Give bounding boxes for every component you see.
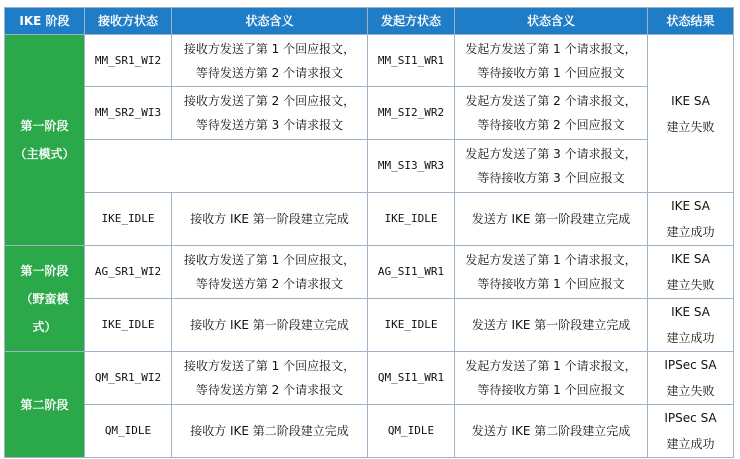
initiator-meaning-cell: 发起方发送了第 3 个请求报文， 等待接收方第 3 个回应报文 <box>455 140 648 193</box>
header-state-result: 状态结果 <box>648 8 734 35</box>
ike-state-table <box>4 7 734 458</box>
initiator-state-cell: IKE_IDLE <box>368 299 455 352</box>
receiver-state-cell: MM_SR1_WI2 <box>85 35 172 87</box>
table-row <box>5 405 734 458</box>
initiator-meaning-cell: 发送方 IKE 第二阶段建立完成 <box>455 405 648 458</box>
receiver-meaning-cell: 接收方 IKE 第一阶段建立完成 <box>172 193 368 246</box>
header-initiator-state: 发起方状态 <box>368 8 455 35</box>
stage-cell-main-mode: 第一阶段 （主模式） <box>5 35 85 246</box>
table-row <box>5 193 734 246</box>
initiator-state-cell: IKE_IDLE <box>368 193 455 246</box>
initiator-meaning-cell: 发起方发送了第 1 个请求报文， 等待接收方第 1 个回应报文 <box>455 35 648 87</box>
table-row <box>5 35 734 87</box>
header-ike-stage: IKE 阶段 <box>5 8 85 35</box>
header-initiator-meaning: 状态含义 <box>455 8 648 35</box>
initiator-meaning-cell: 发送方 IKE 第一阶段建立完成 <box>455 193 648 246</box>
result-cell: IKE SA 建立失败 <box>648 35 734 193</box>
initiator-state-cell: QM_SI1_WR1 <box>368 352 455 405</box>
stage-cell-phase-two: 第二阶段 <box>5 352 85 458</box>
initiator-meaning-cell: 发起方发送了第 2 个请求报文， 等待接收方第 2 个回应报文 <box>455 87 648 140</box>
receiver-meaning-cell: 接收方 IKE 第一阶段建立完成 <box>172 299 368 352</box>
receiver-meaning-cell: 接收方 IKE 第二阶段建立完成 <box>172 405 368 458</box>
table-row <box>5 246 734 299</box>
result-cell: IPSec SA 建立成功 <box>648 405 734 458</box>
receiver-state-cell: IKE_IDLE <box>85 299 172 352</box>
header-row <box>5 8 734 35</box>
receiver-state-cell: MM_SR2_WI3 <box>85 87 172 140</box>
initiator-meaning-cell: 发送方 IKE 第一阶段建立完成 <box>455 299 648 352</box>
initiator-meaning-cell: 发起方发送了第 1 个请求报文， 等待接收方第 1 个回应报文 <box>455 246 648 299</box>
receiver-state-cell: AG_SR1_WI2 <box>85 246 172 299</box>
initiator-state-cell: AG_SI1_WR1 <box>368 246 455 299</box>
table-row <box>5 87 734 140</box>
header-receiver-state: 接收方状态 <box>85 8 172 35</box>
table-row <box>5 140 734 193</box>
receiver-meaning-cell: 接收方发送了第 1 个回应报文， 等待发送方第 2 个请求报文 <box>172 246 368 299</box>
result-cell: IKE SA 建立成功 <box>648 299 734 352</box>
initiator-state-cell: MM_SI1_WR1 <box>368 35 455 87</box>
header-receiver-meaning: 状态含义 <box>172 8 368 35</box>
ike-state-table-container <box>4 7 734 458</box>
result-cell: IKE SA 建立成功 <box>648 193 734 246</box>
initiator-meaning-cell: 发起方发送了第 1 个请求报文， 等待接收方第 1 个回应报文 <box>455 352 648 405</box>
receiver-state-cell: QM_SR1_WI2 <box>85 352 172 405</box>
receiver-meaning-cell: 接收方发送了第 2 个回应报文， 等待发送方第 3 个请求报文 <box>172 87 368 140</box>
initiator-state-cell: MM_SI2_WR2 <box>368 87 455 140</box>
stage-cell-aggressive-mode: 第一阶段 （野蛮模 式） <box>5 246 85 352</box>
receiver-state-cell: IKE_IDLE <box>85 193 172 246</box>
receiver-meaning-cell: 接收方发送了第 1 个回应报文， 等待发送方第 2 个请求报文 <box>172 35 368 87</box>
result-cell: IKE SA 建立失败 <box>648 246 734 299</box>
receiver-state-cell: QM_IDLE <box>85 405 172 458</box>
table-row <box>5 352 734 405</box>
initiator-state-cell: QM_IDLE <box>368 405 455 458</box>
receiver-empty-cell <box>85 140 368 193</box>
result-cell: IPSec SA 建立失败 <box>648 352 734 405</box>
table-row <box>5 299 734 352</box>
initiator-state-cell: MM_SI3_WR3 <box>368 140 455 193</box>
receiver-meaning-cell: 接收方发送了第 1 个回应报文， 等待发送方第 2 个请求报文 <box>172 352 368 405</box>
